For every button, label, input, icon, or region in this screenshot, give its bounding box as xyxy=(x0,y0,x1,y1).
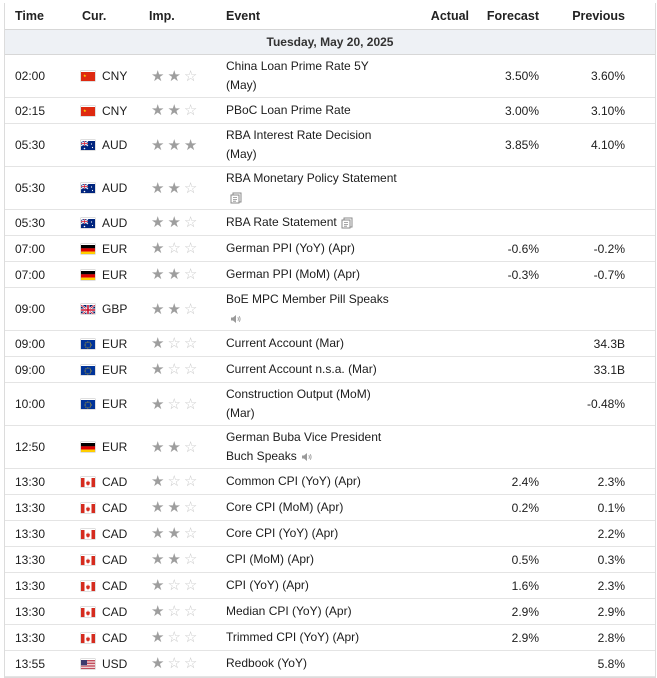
svg-text:★: ★ xyxy=(83,73,87,78)
star-filled-icon: ★ xyxy=(167,300,181,318)
event-time: 05:30 xyxy=(15,215,46,230)
speaker-icon[interactable] xyxy=(230,313,242,325)
au-flag-icon xyxy=(81,218,95,228)
event-time: 13:30 xyxy=(15,474,46,489)
eu-flag-icon xyxy=(81,365,95,375)
header-time[interactable]: Time xyxy=(15,9,44,23)
header-importance[interactable]: Imp. xyxy=(149,9,175,23)
importance-stars xyxy=(139,138,226,153)
event-time: 13:30 xyxy=(15,526,46,541)
event-cell[interactable] xyxy=(226,576,409,595)
star-filled-icon: ★ xyxy=(167,102,181,119)
star-filled-icon: ★ xyxy=(183,136,198,154)
table-row[interactable] xyxy=(5,262,655,288)
forecast-value: 1.6% xyxy=(511,578,539,593)
previous-value: -0.7% xyxy=(593,267,625,282)
table-header xyxy=(5,3,655,30)
table-row[interactable] xyxy=(5,426,655,469)
star-filled-icon: ★ xyxy=(167,499,181,516)
ca-flag-icon xyxy=(81,607,95,617)
star-filled-icon: ★ xyxy=(167,551,181,568)
event-name-line2[interactable]: (May) xyxy=(226,147,257,161)
event-name[interactable]: Current Account n.s.a. (Mar) xyxy=(226,362,377,376)
currency-cell xyxy=(72,440,139,454)
currency-code: AUD xyxy=(102,181,128,195)
star-filled-icon: ★ xyxy=(151,179,165,197)
star-empty-icon: ☆ xyxy=(183,240,198,257)
star-empty-icon: ☆ xyxy=(183,499,198,516)
currency-code: EUR xyxy=(102,440,128,454)
star-filled-icon: ★ xyxy=(167,67,181,85)
au-flag-icon xyxy=(81,183,95,193)
star-empty-icon: ☆ xyxy=(167,629,181,646)
forecast-value: -0.3% xyxy=(507,267,539,282)
importance-stars xyxy=(139,69,226,84)
currency-code: CNY xyxy=(102,103,128,118)
currency-code: AUD xyxy=(102,138,128,152)
event-cell[interactable] xyxy=(226,360,409,379)
currency-cell xyxy=(72,363,139,377)
importance-stars xyxy=(139,362,226,377)
currency-code: EUR xyxy=(102,336,128,351)
event-name-line2[interactable]: (Mar) xyxy=(226,406,255,420)
currency-cell xyxy=(72,337,139,351)
star-empty-icon: ☆ xyxy=(183,335,198,352)
star-empty-icon: ☆ xyxy=(167,240,181,257)
star-empty-icon: ☆ xyxy=(183,395,198,413)
previous-value: 2.3% xyxy=(597,578,625,593)
currency-cell xyxy=(72,138,139,152)
header-event[interactable]: Event xyxy=(226,8,261,23)
currency-cell xyxy=(72,501,139,515)
event-cell[interactable] xyxy=(226,550,409,569)
us-flag-icon xyxy=(81,659,95,669)
event-name[interactable]: Common CPI (YoY) (Apr) xyxy=(226,474,361,488)
event-time: 10:00 xyxy=(15,397,46,411)
header-actual[interactable]: Actual xyxy=(430,9,469,23)
event-time: 09:00 xyxy=(15,336,46,351)
previous-value: 2.2% xyxy=(597,526,625,541)
previous-value: -0.2% xyxy=(593,241,625,256)
star-empty-icon: ☆ xyxy=(183,438,198,456)
importance-stars xyxy=(139,500,226,515)
currency-cell xyxy=(72,69,139,83)
event-time: 13:30 xyxy=(15,604,46,619)
table-row[interactable] xyxy=(5,98,655,124)
event-name[interactable]: RBA Interest Rate Decision xyxy=(226,128,372,142)
star-filled-icon: ★ xyxy=(151,438,165,456)
header-forecast[interactable]: Forecast xyxy=(486,9,539,23)
star-filled-icon: ★ xyxy=(151,335,165,352)
star-empty-icon: ☆ xyxy=(183,179,198,197)
star-filled-icon: ★ xyxy=(151,577,165,594)
event-name[interactable]: German PPI (YoY) (Apr) xyxy=(226,241,355,255)
cn-flag-icon xyxy=(81,106,95,116)
importance-stars xyxy=(139,604,226,619)
star-filled-icon: ★ xyxy=(151,629,165,646)
event-time: 13:30 xyxy=(15,552,46,567)
table-row[interactable] xyxy=(5,236,655,262)
currency-code: CAD xyxy=(102,474,128,489)
currency-cell xyxy=(72,242,139,256)
star-empty-icon: ☆ xyxy=(183,361,198,378)
star-filled-icon: ★ xyxy=(167,438,181,456)
event-cell[interactable] xyxy=(226,57,409,95)
forecast-value: 3.85% xyxy=(504,138,539,152)
currency-code: CAD xyxy=(102,552,128,567)
ca-flag-icon xyxy=(81,529,95,539)
event-cell[interactable] xyxy=(226,169,409,207)
currency-cell xyxy=(72,579,139,593)
table-row[interactable] xyxy=(5,167,655,210)
importance-stars xyxy=(139,440,226,455)
importance-stars xyxy=(139,241,226,256)
event-name[interactable]: Core CPI (MoM) (Apr) xyxy=(226,500,344,514)
currency-code: EUR xyxy=(102,267,128,282)
importance-stars xyxy=(139,552,226,567)
table-row[interactable] xyxy=(5,288,655,331)
ca-flag-icon xyxy=(81,503,95,513)
event-time: 07:00 xyxy=(15,241,46,256)
table-row[interactable] xyxy=(5,469,655,495)
previous-value: 3.60% xyxy=(590,69,625,83)
star-filled-icon: ★ xyxy=(151,214,165,231)
star-empty-icon: ☆ xyxy=(167,577,181,594)
currency-code: EUR xyxy=(102,241,128,256)
event-cell[interactable] xyxy=(226,628,409,647)
document-icon[interactable] xyxy=(341,217,353,229)
event-name[interactable]: Redbook (YoY) xyxy=(226,656,307,670)
currency-cell xyxy=(72,527,139,541)
currency-code: CAD xyxy=(102,578,128,593)
currency-cell xyxy=(72,631,139,645)
star-empty-icon: ☆ xyxy=(183,551,198,568)
star-filled-icon: ★ xyxy=(167,266,181,283)
previous-value: 2.3% xyxy=(597,474,625,489)
currency-cell xyxy=(72,181,139,195)
event-name[interactable]: CPI (MoM) (Apr) xyxy=(226,552,314,566)
currency-cell xyxy=(72,104,139,118)
au-flag-icon xyxy=(81,140,95,150)
previous-value: -0.48% xyxy=(586,397,625,411)
event-cell[interactable] xyxy=(226,290,409,328)
star-empty-icon: ☆ xyxy=(183,603,198,620)
forecast-value: 0.2% xyxy=(511,500,539,515)
table-row[interactable] xyxy=(5,210,655,236)
currency-cell xyxy=(72,657,139,671)
star-filled-icon: ★ xyxy=(151,266,165,283)
currency-cell xyxy=(72,302,139,316)
star-filled-icon: ★ xyxy=(151,395,165,413)
event-cell[interactable] xyxy=(226,524,409,543)
event-time: 02:15 xyxy=(15,103,46,118)
event-time: 13:30 xyxy=(15,630,46,645)
star-filled-icon: ★ xyxy=(151,361,165,378)
event-time: 09:00 xyxy=(15,302,46,316)
event-cell[interactable] xyxy=(226,334,409,353)
importance-stars xyxy=(139,302,226,317)
star-filled-icon: ★ xyxy=(167,525,181,542)
star-filled-icon: ★ xyxy=(151,136,165,154)
table-row[interactable] xyxy=(5,124,655,167)
table-row[interactable] xyxy=(5,495,655,521)
currency-code: GBP xyxy=(102,302,128,316)
star-filled-icon: ★ xyxy=(167,214,181,231)
previous-value: 3.10% xyxy=(590,103,625,118)
star-filled-icon: ★ xyxy=(167,136,181,154)
event-name-line2[interactable]: (May) xyxy=(226,78,257,92)
table-row[interactable] xyxy=(5,573,655,599)
event-cell[interactable] xyxy=(226,126,409,164)
event-cell[interactable] xyxy=(226,385,409,423)
event-name[interactable]: Median CPI (YoY) (Apr) xyxy=(226,604,352,618)
previous-value: 4.10% xyxy=(590,138,625,152)
event-cell[interactable] xyxy=(226,654,409,673)
event-cell[interactable] xyxy=(226,602,409,621)
date-row: Tuesday, May 20, 2025 xyxy=(5,30,655,55)
star-empty-icon: ☆ xyxy=(183,473,198,490)
star-filled-icon: ★ xyxy=(151,525,165,542)
previous-value: 33.1B xyxy=(593,362,625,377)
star-empty-icon: ☆ xyxy=(183,577,198,594)
table-row[interactable] xyxy=(5,547,655,573)
star-empty-icon: ☆ xyxy=(183,266,198,283)
forecast-value: 2.9% xyxy=(511,604,539,619)
event-time: 13:30 xyxy=(15,578,46,593)
event-name[interactable]: Trimmed CPI (YoY) (Apr) xyxy=(226,630,360,644)
star-filled-icon: ★ xyxy=(151,603,165,620)
event-name[interactable]: German PPI (MoM) (Apr) xyxy=(226,267,361,281)
currency-cell xyxy=(72,268,139,282)
event-cell[interactable] xyxy=(226,428,409,466)
star-empty-icon: ☆ xyxy=(183,300,198,318)
event-time: 02:00 xyxy=(15,69,46,83)
currency-cell xyxy=(72,216,139,230)
event-cell[interactable] xyxy=(226,239,409,258)
currency-code: CAD xyxy=(102,604,128,619)
star-empty-icon: ☆ xyxy=(167,473,181,490)
star-empty-icon: ☆ xyxy=(183,629,198,646)
currency-code: CAD xyxy=(102,630,128,645)
speaker-icon[interactable] xyxy=(301,451,313,463)
svg-text:★: ★ xyxy=(83,107,87,113)
importance-stars xyxy=(139,103,226,118)
ca-flag-icon xyxy=(81,555,95,565)
event-name[interactable]: RBA Monetary Policy Statement xyxy=(226,171,397,185)
importance-stars xyxy=(139,215,226,230)
event-cell[interactable] xyxy=(226,213,409,232)
importance-stars xyxy=(139,181,226,196)
forecast-value: -0.6% xyxy=(507,241,539,256)
star-empty-icon: ☆ xyxy=(183,214,198,231)
forecast-value: 2.9% xyxy=(511,630,539,645)
star-empty-icon: ☆ xyxy=(183,655,198,672)
previous-value: 2.8% xyxy=(597,630,625,645)
currency-code: USD xyxy=(102,656,128,671)
importance-stars xyxy=(139,656,226,671)
event-name[interactable]: PBoC Loan Prime Rate xyxy=(226,103,351,117)
event-name[interactable]: BoE MPC Member Pill Speaks xyxy=(226,292,389,306)
event-name[interactable]: RBA Rate Statement xyxy=(226,215,337,229)
star-filled-icon: ★ xyxy=(151,655,165,672)
event-cell[interactable] xyxy=(226,498,409,517)
currency-code: AUD xyxy=(102,215,128,230)
economic-calendar-table xyxy=(4,3,656,678)
currency-code: CAD xyxy=(102,500,128,515)
event-time: 05:30 xyxy=(15,138,46,152)
star-empty-icon: ☆ xyxy=(167,335,181,352)
currency-cell xyxy=(72,397,139,411)
star-filled-icon: ★ xyxy=(151,240,165,257)
cn-flag-icon xyxy=(81,71,95,81)
currency-cell xyxy=(72,553,139,567)
document-icon[interactable] xyxy=(230,192,242,204)
previous-value: 0.1% xyxy=(597,500,625,515)
currency-code: CNY xyxy=(102,69,128,83)
forecast-value: 2.4% xyxy=(511,474,539,489)
previous-value: 5.8% xyxy=(597,656,625,671)
event-rows xyxy=(5,55,655,677)
event-cell[interactable] xyxy=(226,472,409,491)
de-flag-icon xyxy=(81,270,95,280)
event-time: 09:00 xyxy=(15,362,46,377)
star-filled-icon: ★ xyxy=(151,102,165,119)
de-flag-icon xyxy=(81,244,95,254)
event-time: 13:55 xyxy=(15,656,46,671)
table-row[interactable] xyxy=(5,331,655,357)
event-time: 07:00 xyxy=(15,267,46,282)
currency-code: EUR xyxy=(102,397,128,411)
currency-cell xyxy=(72,475,139,489)
previous-value: 34.3B xyxy=(593,336,625,351)
table-row[interactable] xyxy=(5,357,655,383)
star-filled-icon: ★ xyxy=(151,499,165,516)
previous-value: 2.9% xyxy=(597,604,625,619)
star-filled-icon: ★ xyxy=(151,67,165,85)
importance-stars xyxy=(139,474,226,489)
forecast-value: 0.5% xyxy=(511,552,539,567)
event-name[interactable]: Construction Output (MoM) xyxy=(226,387,371,401)
event-name[interactable]: CPI (YoY) (Apr) xyxy=(226,578,309,592)
ca-flag-icon xyxy=(81,477,95,487)
event-name[interactable]: Core CPI (YoY) (Apr) xyxy=(226,526,339,540)
event-name[interactable]: Current Account (Mar) xyxy=(226,336,345,350)
event-time: 05:30 xyxy=(15,181,46,195)
importance-stars xyxy=(139,578,226,593)
forecast-value: 3.50% xyxy=(504,69,539,83)
star-empty-icon: ☆ xyxy=(183,525,198,542)
event-name[interactable]: China Loan Prime Rate 5Y xyxy=(226,59,369,73)
star-empty-icon: ☆ xyxy=(183,102,198,119)
header-currency[interactable]: Cur. xyxy=(82,9,107,23)
table-row[interactable] xyxy=(5,625,655,651)
event-time: 12:50 xyxy=(15,440,46,454)
star-empty-icon: ☆ xyxy=(167,395,181,413)
table-row[interactable] xyxy=(5,651,655,677)
importance-stars xyxy=(139,267,226,282)
table-row[interactable] xyxy=(5,383,655,426)
importance-stars xyxy=(139,630,226,645)
event-time: 13:30 xyxy=(15,500,46,515)
table-row[interactable] xyxy=(5,55,655,98)
currency-code: EUR xyxy=(102,362,128,377)
event-name-line2[interactable]: Buch Speaks xyxy=(226,449,297,463)
star-filled-icon: ★ xyxy=(151,473,165,490)
ca-flag-icon xyxy=(81,581,95,591)
forecast-value: 3.00% xyxy=(504,103,539,118)
importance-stars xyxy=(139,397,226,412)
star-empty-icon: ☆ xyxy=(167,655,181,672)
star-filled-icon: ★ xyxy=(151,300,165,318)
event-cell[interactable] xyxy=(226,101,409,120)
event-name[interactable]: German Buba Vice President xyxy=(226,430,382,444)
importance-stars xyxy=(139,336,226,351)
table-row[interactable] xyxy=(5,599,655,625)
star-empty-icon: ☆ xyxy=(183,67,198,85)
eu-flag-icon xyxy=(81,339,95,349)
eu-flag-icon xyxy=(81,399,95,409)
importance-stars xyxy=(139,526,226,541)
de-flag-icon xyxy=(81,442,95,452)
currency-cell xyxy=(72,605,139,619)
star-empty-icon: ☆ xyxy=(167,361,181,378)
star-filled-icon: ★ xyxy=(151,551,165,568)
header-previous[interactable]: Previous xyxy=(572,9,625,23)
ca-flag-icon xyxy=(81,633,95,643)
previous-value: 0.3% xyxy=(597,552,625,567)
gb-flag-icon xyxy=(81,304,95,314)
currency-code: CAD xyxy=(102,526,128,541)
star-empty-icon: ☆ xyxy=(167,603,181,620)
table-row[interactable] xyxy=(5,521,655,547)
star-filled-icon: ★ xyxy=(167,179,181,197)
event-cell[interactable] xyxy=(226,265,409,284)
